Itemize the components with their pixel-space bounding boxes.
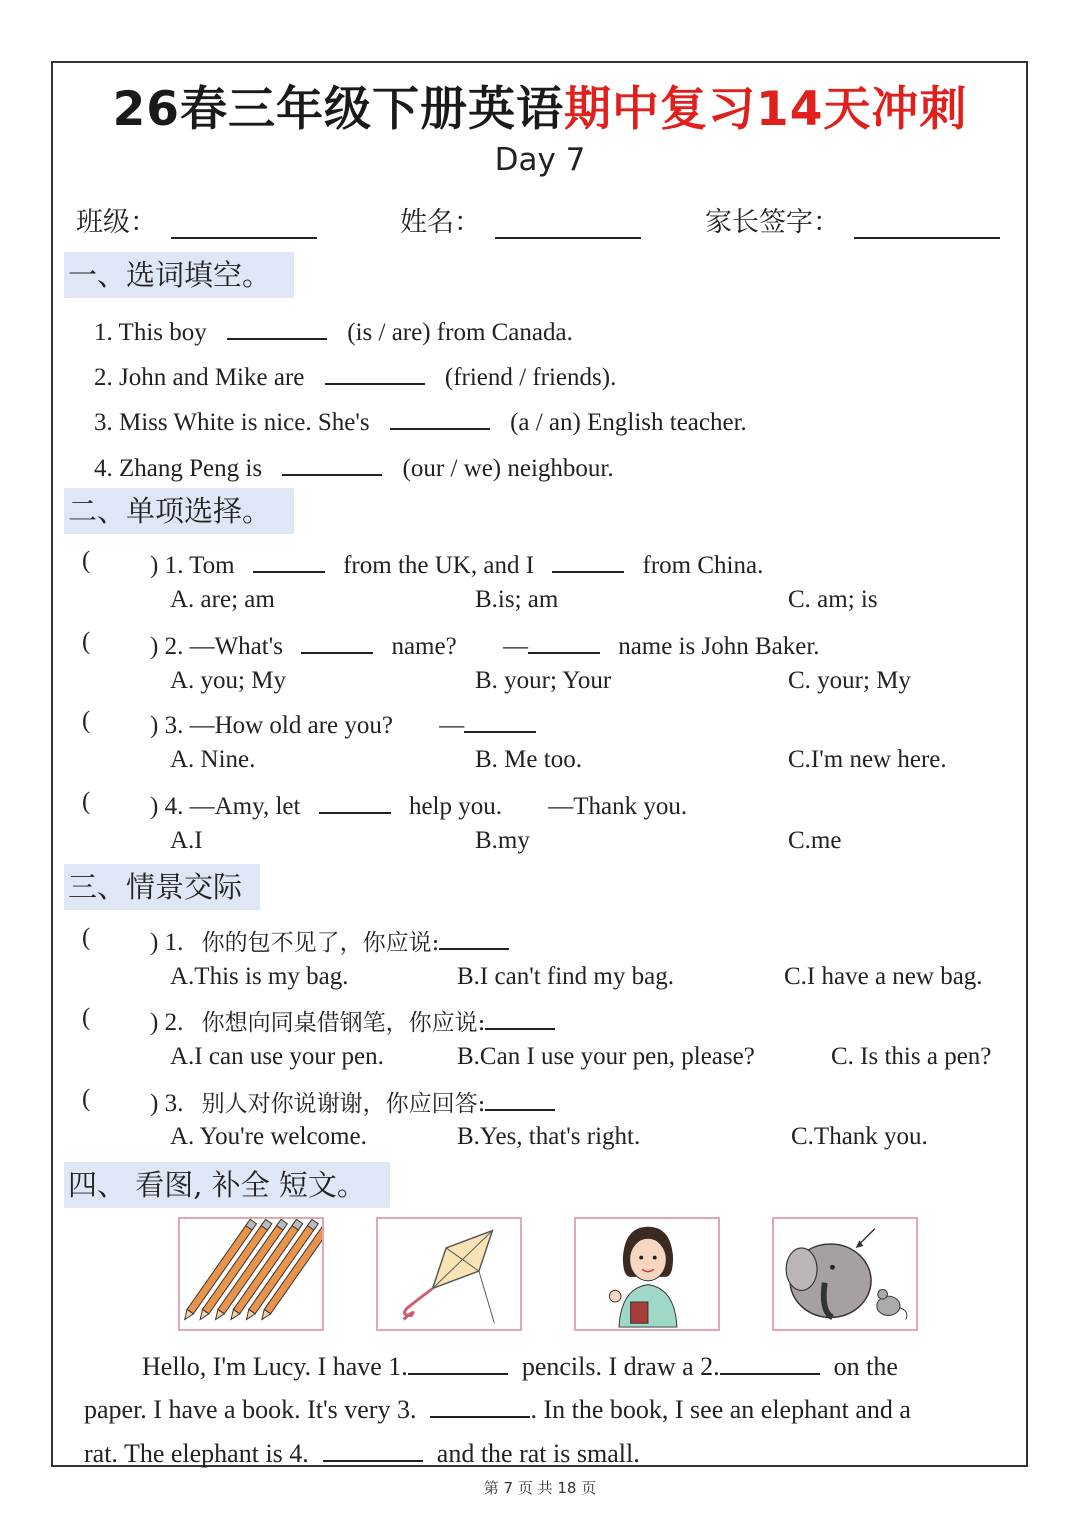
fill-item-options: (is / are) from Canada. bbox=[347, 319, 573, 346]
option-c: C.me bbox=[788, 827, 842, 854]
mc-question-1 bbox=[150, 547, 763, 580]
passage-text: and the rat is small. bbox=[436, 1439, 640, 1468]
paren-open: ( bbox=[82, 547, 91, 574]
kite-picture bbox=[376, 1217, 522, 1331]
answer-blank[interactable] bbox=[301, 628, 373, 654]
passage-text: paper. I have a book. It's very 3. bbox=[84, 1395, 417, 1424]
option-a: A. You're welcome. bbox=[170, 1123, 367, 1150]
question-number: ) 3. bbox=[150, 1090, 184, 1117]
pencils-picture bbox=[178, 1217, 324, 1331]
answer-blank[interactable] bbox=[528, 628, 600, 654]
passage-line-2 bbox=[84, 1392, 911, 1425]
question-text: ) 4. —Amy, let bbox=[150, 793, 301, 820]
option-b: B.my bbox=[475, 827, 530, 854]
option-a: A. Nine. bbox=[170, 746, 256, 773]
answer-blank[interactable] bbox=[227, 314, 327, 340]
name-input-line[interactable] bbox=[495, 207, 641, 239]
fill-item-1 bbox=[94, 314, 573, 347]
option-b: B.is; am bbox=[475, 586, 559, 613]
option-b: B.Can I use your pen, please? bbox=[457, 1043, 755, 1070]
passage-text: on the bbox=[833, 1352, 898, 1381]
parent-signature-line[interactable] bbox=[854, 207, 1000, 239]
section-heading-3: 三、情景交际 bbox=[64, 864, 260, 910]
passage-line-3 bbox=[84, 1436, 640, 1469]
elephant-icon bbox=[774, 1219, 916, 1329]
paren-open: ( bbox=[82, 1085, 91, 1112]
paren-open: ( bbox=[82, 788, 91, 815]
option-b: B. your; Your bbox=[475, 667, 612, 694]
passage-text: Hello, I'm Lucy. I have 1. bbox=[142, 1352, 408, 1381]
question-text: ) 1. Tom bbox=[150, 552, 235, 579]
paren-open: ( bbox=[82, 1004, 91, 1031]
answer-blank[interactable] bbox=[485, 1004, 555, 1030]
question-text: 你想向同桌借钢笔，你应说: bbox=[201, 1010, 486, 1036]
situation-question-3 bbox=[150, 1085, 555, 1118]
paren-open: ( bbox=[82, 628, 91, 655]
fill-item-text: 4. Zhang Peng is bbox=[94, 455, 263, 482]
day-label: Day 7 bbox=[494, 142, 586, 178]
parent-signature-field bbox=[705, 200, 1000, 239]
title-red: 期中复习14天冲刺 bbox=[564, 82, 968, 137]
fill-item-2 bbox=[94, 359, 616, 392]
option-c: C. am; is bbox=[788, 586, 878, 613]
answer-blank[interactable] bbox=[720, 1349, 820, 1375]
option-b: B.Yes, that's right. bbox=[457, 1123, 641, 1150]
question-text: ) 3. —How old are you? bbox=[150, 712, 393, 739]
answer-blank[interactable] bbox=[323, 1436, 423, 1462]
section-heading-4: 四、 看图, 补全 短文。 bbox=[64, 1162, 390, 1208]
passage-line-1 bbox=[142, 1349, 898, 1382]
question-text: 别人对你说谢谢，你应回答: bbox=[201, 1091, 486, 1117]
paren-open: ( bbox=[82, 707, 91, 734]
question-text: help you. bbox=[408, 793, 502, 820]
page-footer: 第 7 页 共 18 页 bbox=[483, 1479, 597, 1497]
question-text: from China. bbox=[642, 552, 764, 579]
option-c: C. your; My bbox=[788, 667, 911, 694]
answer-blank[interactable] bbox=[430, 1392, 530, 1418]
page-title bbox=[0, 72, 1080, 139]
fill-item-4 bbox=[94, 450, 614, 483]
question-text: — bbox=[502, 633, 528, 660]
fill-item-text: 1. This boy bbox=[94, 319, 207, 346]
pencils-icon bbox=[180, 1219, 322, 1329]
option-a: A.I can use your pen. bbox=[170, 1043, 384, 1070]
fill-item-text: 3. Miss White is nice. She's bbox=[94, 409, 370, 436]
class-input-line[interactable] bbox=[171, 207, 317, 239]
title-black: 26春三年级下册英语 bbox=[112, 82, 564, 137]
option-a: A.I bbox=[170, 827, 203, 854]
answer-blank[interactable] bbox=[282, 450, 382, 476]
option-a: A.This is my bag. bbox=[170, 963, 349, 990]
question-text: —Thank you. bbox=[548, 793, 688, 820]
answer-blank[interactable] bbox=[319, 788, 391, 814]
answer-blank[interactable] bbox=[464, 707, 536, 733]
fill-item-options: (a / an) English teacher. bbox=[510, 409, 747, 436]
mc-question-3 bbox=[150, 707, 536, 740]
name-field bbox=[400, 200, 641, 239]
elephant-and-rat-picture bbox=[772, 1217, 918, 1331]
fill-item-text: 2. John and Mike are bbox=[94, 364, 305, 391]
fill-item-options: (friend / friends). bbox=[444, 364, 617, 391]
kite-icon bbox=[378, 1219, 520, 1329]
question-number: ) 1. bbox=[150, 929, 184, 956]
parent-signature-label: 家长签字： bbox=[705, 207, 840, 238]
question-text: name? bbox=[391, 633, 457, 660]
question-text: from the UK, and I bbox=[343, 552, 535, 579]
class-label: 班级： bbox=[76, 207, 157, 238]
girl-with-book-picture bbox=[574, 1217, 720, 1331]
girl-icon bbox=[576, 1219, 718, 1329]
answer-blank[interactable] bbox=[552, 547, 624, 573]
option-a: A. you; My bbox=[170, 667, 286, 694]
section-heading-2: 二、单项选择。 bbox=[64, 488, 294, 534]
option-c: C.Thank you. bbox=[791, 1123, 928, 1150]
class-field bbox=[76, 200, 317, 239]
answer-blank[interactable] bbox=[408, 1349, 508, 1375]
mc-question-2 bbox=[150, 628, 820, 661]
option-a: A. are; am bbox=[170, 586, 275, 613]
question-text: name is John Baker. bbox=[618, 633, 820, 660]
option-c: C.I'm new here. bbox=[788, 746, 947, 773]
section-heading-1: 一、选词填空。 bbox=[64, 252, 294, 298]
situation-question-2 bbox=[150, 1004, 555, 1037]
question-text: — bbox=[439, 712, 465, 739]
answer-blank[interactable] bbox=[253, 547, 325, 573]
answer-blank[interactable] bbox=[390, 404, 490, 430]
fill-item-options: (our / we) neighbour. bbox=[402, 455, 614, 482]
situation-question-1 bbox=[150, 924, 509, 957]
answer-blank[interactable] bbox=[325, 359, 425, 385]
question-text: 你的包不见了，你应说: bbox=[201, 930, 440, 956]
option-b: B. Me too. bbox=[475, 746, 582, 773]
paren-open: ( bbox=[82, 924, 91, 951]
passage-text: rat. The elephant is 4. bbox=[84, 1439, 309, 1468]
mc-question-4 bbox=[150, 788, 687, 821]
answer-blank[interactable] bbox=[439, 924, 509, 950]
answer-blank[interactable] bbox=[485, 1085, 555, 1111]
question-number: ) 2. bbox=[150, 1009, 184, 1036]
name-label: 姓名： bbox=[400, 207, 481, 238]
option-b: B.I can't find my bag. bbox=[457, 963, 674, 990]
option-c: C. Is this a pen? bbox=[831, 1043, 992, 1070]
option-c: C.I have a new bag. bbox=[784, 963, 983, 990]
fill-item-3 bbox=[94, 404, 747, 437]
passage-text: pencils. I draw a 2. bbox=[521, 1352, 720, 1381]
question-text: ) 2. —What's bbox=[150, 633, 283, 660]
passage-text: . In the book, I see an elephant and a bbox=[530, 1395, 911, 1424]
